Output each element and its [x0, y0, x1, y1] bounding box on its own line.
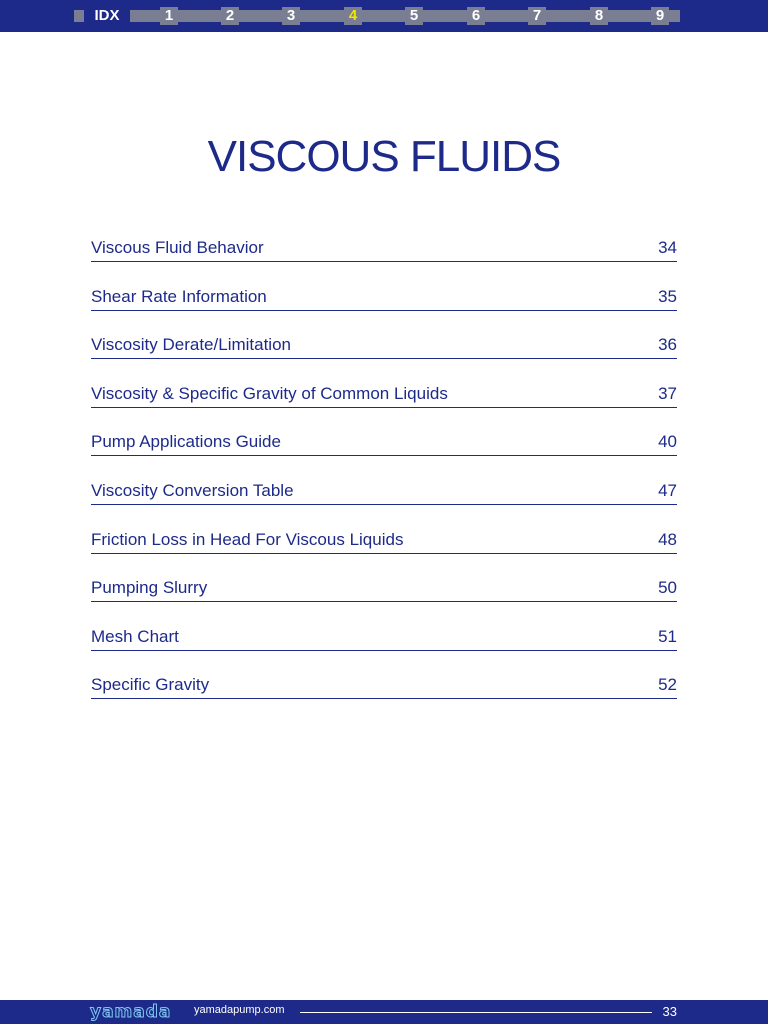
nav-link-6[interactable] [460, 7, 492, 25]
nav-link-2-label: 2 [221, 7, 239, 25]
toc-entry-page: 48 [658, 529, 677, 549]
footer-rule [300, 1012, 652, 1013]
nav-link-8[interactable] [583, 7, 615, 25]
toc-entry-viscosity-specific-gravity[interactable] [91, 359, 677, 408]
nav-link-5-label: 5 [405, 7, 423, 25]
toc-entry-page: 34 [658, 238, 677, 257]
toc-entry-friction-loss[interactable] [91, 505, 677, 554]
contents-list [91, 237, 677, 699]
toc-entry-label: Pump Applications Guide [91, 432, 281, 452]
page-title: VISCOUS FLUIDS [207, 132, 561, 181]
yamada-logo: yamada [90, 1002, 172, 1022]
toc-entry-viscous-fluid-behavior[interactable] [91, 237, 677, 262]
toc-entry-mesh-chart[interactable] [91, 602, 677, 651]
nav-link-1-label: 1 [160, 7, 178, 25]
toc-entry-label: Mesh Chart [91, 626, 179, 646]
nav-link-2[interactable] [214, 7, 246, 25]
nav-link-8-label: 8 [590, 7, 608, 25]
toc-entry-page: 36 [658, 335, 677, 355]
nav-link-9-label: 9 [651, 7, 669, 25]
nav-link-4[interactable] [337, 7, 369, 25]
toc-entry-page: 47 [658, 480, 677, 500]
toc-entry-label: Viscosity & Specific Gravity of Common Liquids [91, 383, 448, 403]
toc-entry-page: 51 [658, 626, 677, 646]
toc-entry-label: Friction Loss in Head For Viscous Liquids [91, 529, 404, 549]
toc-entry-label: Viscous Fluid Behavior [91, 238, 264, 257]
website-link[interactable]: yamadapump.com [194, 1004, 285, 1016]
toc-entry-pumping-slurry[interactable] [91, 554, 677, 603]
toc-entry-pump-applications-guide[interactable] [91, 408, 677, 457]
nav-link-9[interactable] [644, 7, 676, 25]
toc-entry-label: Pumping Slurry [91, 578, 208, 598]
nav-link-7-label: 7 [528, 7, 546, 25]
page-footer [0, 1000, 768, 1024]
nav-index-link[interactable]: IDX [84, 7, 130, 25]
nav-link-3-label: 3 [282, 7, 300, 25]
toc-entry-page: 50 [658, 578, 677, 598]
toc-entry-viscosity-derate-limitation[interactable] [91, 311, 677, 360]
toc-entry-label: Viscosity Conversion Table [91, 480, 294, 500]
toc-entry-specific-gravity[interactable] [91, 651, 677, 700]
nav-link-1[interactable] [153, 7, 185, 25]
page-number: 33 [662, 1004, 677, 1019]
nav-link-5[interactable] [398, 7, 430, 25]
nav-link-3[interactable] [275, 7, 307, 25]
toc-entry-page: 37 [658, 383, 677, 403]
nav-link-4-label: 4 [344, 7, 362, 25]
toc-entry-page: 40 [658, 432, 677, 452]
toc-entry-viscosity-conversion-table[interactable] [91, 456, 677, 505]
nav-link-6-label: 6 [467, 7, 485, 25]
top-nav-bar [0, 0, 768, 32]
toc-entry-label: Specific Gravity [91, 675, 210, 695]
toc-entry-label: Shear Rate Information [91, 286, 267, 306]
nav-link-7[interactable] [521, 7, 553, 25]
toc-entry-page: 35 [658, 286, 677, 306]
toc-entry-label: Viscosity Derate/Limitation [91, 335, 291, 355]
toc-entry-page: 52 [658, 675, 677, 695]
toc-entry-shear-rate-information[interactable] [91, 262, 677, 311]
